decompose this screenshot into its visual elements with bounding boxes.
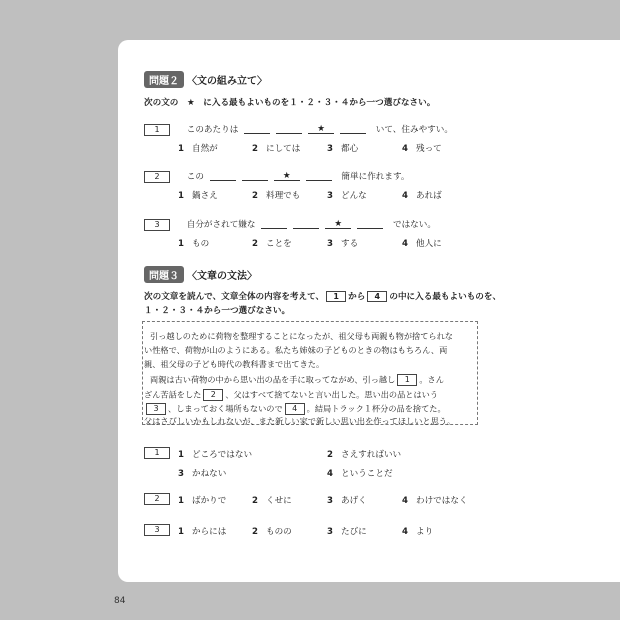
passage-line: い性格で、荷物が山のようにある。私たち姉妹の子どものときの物はもちろん、両	[144, 345, 448, 355]
blank-box: 2	[203, 389, 223, 401]
option-1: 1 ばかりで	[178, 496, 227, 506]
question-number-box: 3	[144, 524, 170, 536]
question-text-pre: 自分がされて嫌な	[186, 220, 256, 230]
option-1: 1 鍋さえ	[178, 191, 218, 201]
answer-blank	[244, 125, 270, 134]
option-4: 4 より	[402, 527, 434, 537]
question-text-pre: この	[186, 172, 204, 182]
passage-line: 親、祖父母の子ども時代の教科書まで出てきた。	[144, 359, 325, 369]
mondai3-badge: 問題３	[144, 266, 184, 283]
question-text-pre: このあたりは	[186, 125, 239, 135]
blank-box: 1	[326, 291, 346, 302]
question-text-post: 簡単に作れます。	[341, 172, 410, 182]
option-3: 3 たびに	[327, 527, 367, 537]
answer-set-3	[144, 524, 170, 536]
option-2: 2 料理でも	[252, 191, 301, 201]
passage-line: 引っ越しのために荷物を整理することになったが、祖父母も両親も物が捨てられな	[150, 331, 453, 341]
mondai3-title: 〈文章の文法〉	[187, 271, 257, 282]
blank-box: 1	[397, 374, 417, 386]
question-number-box: 3	[144, 219, 170, 231]
option-3: 3 どんな	[327, 191, 367, 201]
question-3	[144, 218, 436, 231]
blank-box: 4	[367, 291, 387, 302]
question-number-box: 1	[144, 447, 170, 459]
question-number-box: 1	[144, 124, 170, 136]
answer-blank	[276, 125, 302, 134]
blank-box: 3	[146, 403, 166, 415]
option-4: 4 ということだ	[327, 469, 393, 479]
option-1: 1 からには	[178, 527, 227, 537]
mondai3-heading	[144, 266, 257, 283]
answer-set-2	[144, 493, 170, 505]
option-1: 1 もの	[178, 239, 210, 249]
option-1: 1 どころではない	[178, 450, 253, 460]
option-2: 2 にしては	[252, 144, 301, 154]
answer-blank	[340, 125, 366, 134]
option-3: 3 都心	[327, 144, 359, 154]
blank-box: 4	[285, 403, 305, 415]
mondai2-title: 〈文の組み立て〉	[187, 76, 267, 87]
option-2: 2 くせに	[252, 496, 292, 506]
answer-blank	[261, 220, 287, 229]
passage-line: 両親は古い荷物の中から思い出の品を手に取ってながめ、引っ越し 1 。さん	[150, 374, 444, 385]
mondai3-instruction-line2: １・２・３・４から一つ選びなさい。	[144, 306, 291, 316]
option-3: 3 かねない	[178, 469, 227, 479]
option-4: 4 他人に	[402, 239, 442, 249]
star-blank: ★	[274, 172, 300, 181]
star-blank: ★	[325, 220, 351, 229]
mondai2-badge: 問題２	[144, 71, 184, 88]
answer-blank	[293, 220, 319, 229]
question-1	[144, 123, 453, 136]
option-4: 4 わけではなく	[402, 496, 468, 506]
answer-blank	[242, 172, 268, 181]
option-1: 1 自然が	[178, 144, 218, 154]
question-text-post: いて、住みやすい。	[375, 125, 453, 135]
question-number-box: 2	[144, 493, 170, 505]
question-2	[144, 170, 409, 183]
passage-line: 3 、しまっておく場所もないので 4 。結局トラック１杯分の品を捨てた。	[144, 403, 446, 415]
question-text-post: ではない。	[392, 220, 436, 230]
option-2: 2 ことを	[252, 239, 292, 249]
mondai2-heading	[144, 71, 267, 88]
passage-line: ざん苦話をした 2 、父はすべて捨てないと言い出した。思い出の品とはいう	[144, 389, 439, 400]
option-3: 3 あげく	[327, 496, 367, 506]
answer-set-1	[144, 447, 170, 459]
option-4: 4 残って	[402, 144, 442, 154]
answer-blank	[210, 172, 236, 181]
answer-blank	[357, 220, 383, 229]
option-2: 2 さえすればいい	[327, 450, 402, 460]
question-number-box: 2	[144, 171, 170, 183]
option-3: 3 する	[327, 239, 359, 249]
star-blank: ★	[308, 125, 334, 134]
option-2: 2 ものの	[252, 527, 292, 537]
mondai3-instruction: 次の文章を読んで、文章全体の内容を考えて、 1 から 4 の中に入る最もよいものを、	[144, 292, 502, 302]
mondai2-instruction: 次の文の ★ に入る最もよいものを１・２・３・４から一つ選びなさい。	[144, 98, 436, 108]
passage-line: 父はさびしいかもしれないが、また新しい家で新しい思い出を作ってほしいと思う。	[144, 416, 456, 426]
option-4: 4 あれば	[402, 191, 442, 201]
answer-blank	[306, 172, 332, 181]
page-number: 84	[114, 596, 126, 606]
